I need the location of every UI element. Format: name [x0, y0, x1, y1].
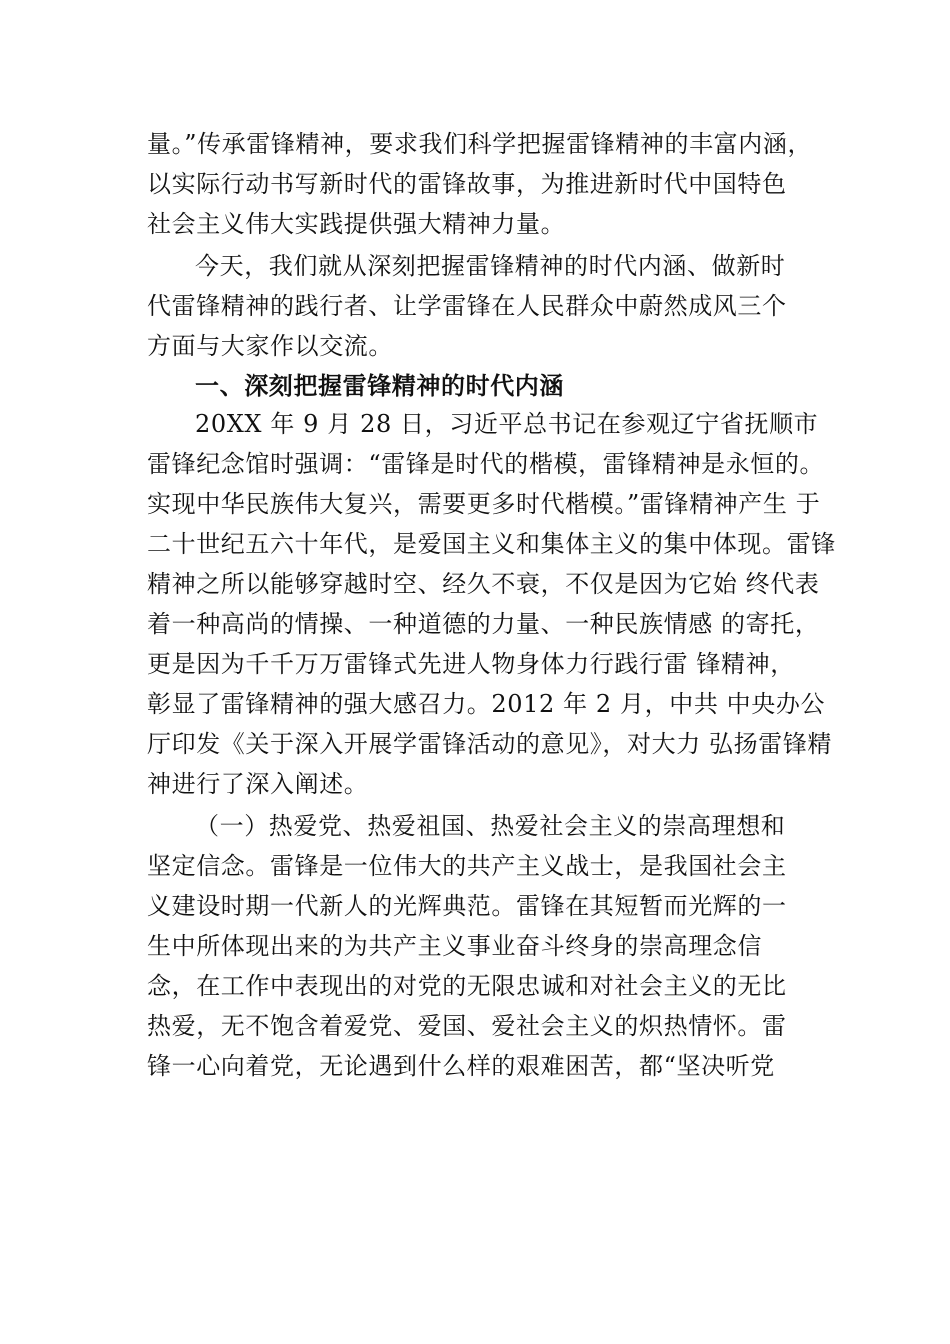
paragraph-line: 锋一心向着党，无论遇到什么样的艰难困苦，都“坚决听党: [147, 1052, 775, 1080]
paragraph-line: 神进行了深入阐述。: [147, 770, 369, 798]
paragraph-line: 厅印发《关于深入开展学雷锋活动的意见》，对大力 弘扬雷锋精: [147, 730, 833, 758]
paragraph-line: 更是因为千千万万雷锋式先进人物身体力行践行雷 锋精神，: [147, 650, 795, 678]
paragraph-line: 生中所体现出来的为共产主义事业奋斗终身的崇高理念信: [147, 932, 762, 960]
paragraph-line: 精神之所以能够穿越时空、经久不衰，不仅是因为它始 终代表: [147, 570, 820, 598]
paragraph-line: 义建设时期一代新人的光辉典范。雷锋在其短暂而光辉的一: [147, 892, 787, 920]
paragraph-line: 实现中华民族伟大复兴，需要更多时代楷模。”雷锋精神产生 于: [147, 490, 821, 518]
paragraph-line: 二十世纪五六十年代，是爱国主义和集体主义的集中体现。雷锋: [147, 530, 836, 558]
paragraph-line: 代雷锋精神的践行者、让学雷锋在人民群众中蔚然成风三个: [147, 292, 787, 320]
paragraph-line: 着一种高尚的情操、一种道德的力量、一种民族情感 的寄托，: [147, 610, 820, 638]
paragraph-line: 今天，我们就从深刻把握雷锋精神的时代内涵、做新时: [195, 252, 786, 280]
section-heading: 一、深刻把握雷锋精神的时代内涵: [195, 371, 564, 400]
paragraph-line: 20XX 年 9 月 28 日，习近平总书记在参观辽宁省抚顺市: [195, 410, 819, 438]
subsection-heading: （一）热爱党、热爱祖国、热爱社会主义的崇高理想和: [195, 812, 786, 840]
paragraph-line: 社会主义伟大实践提供强大精神力量。: [147, 210, 566, 238]
paragraph-line: 念，在工作中表现出的对党的无限忠诚和对社会主义的无比: [147, 972, 787, 1000]
paragraph-line: 彰显了雷锋精神的强大感召力。2012 年 2 月，中共 中央办公: [147, 690, 826, 718]
paragraph-line: 以实际行动书写新时代的雷锋故事，为推进新时代中国特色: [147, 170, 787, 198]
paragraph-line: 量。”传承雷锋精神，要求我们科学把握雷锋精神的丰富内涵，: [147, 130, 813, 158]
paragraph-line: 热爱，无不饱含着爱党、爱国、爱社会主义的炽热情怀。雷: [147, 1012, 787, 1040]
paragraph-line: 坚定信念。雷锋是一位伟大的共产主义战士，是我国社会主: [147, 852, 787, 880]
paragraph-line: 方面与大家作以交流。: [147, 332, 393, 360]
paragraph-line: 雷锋纪念馆时强调：“雷锋是时代的楷模，雷锋精神是永恒的。: [147, 450, 825, 478]
